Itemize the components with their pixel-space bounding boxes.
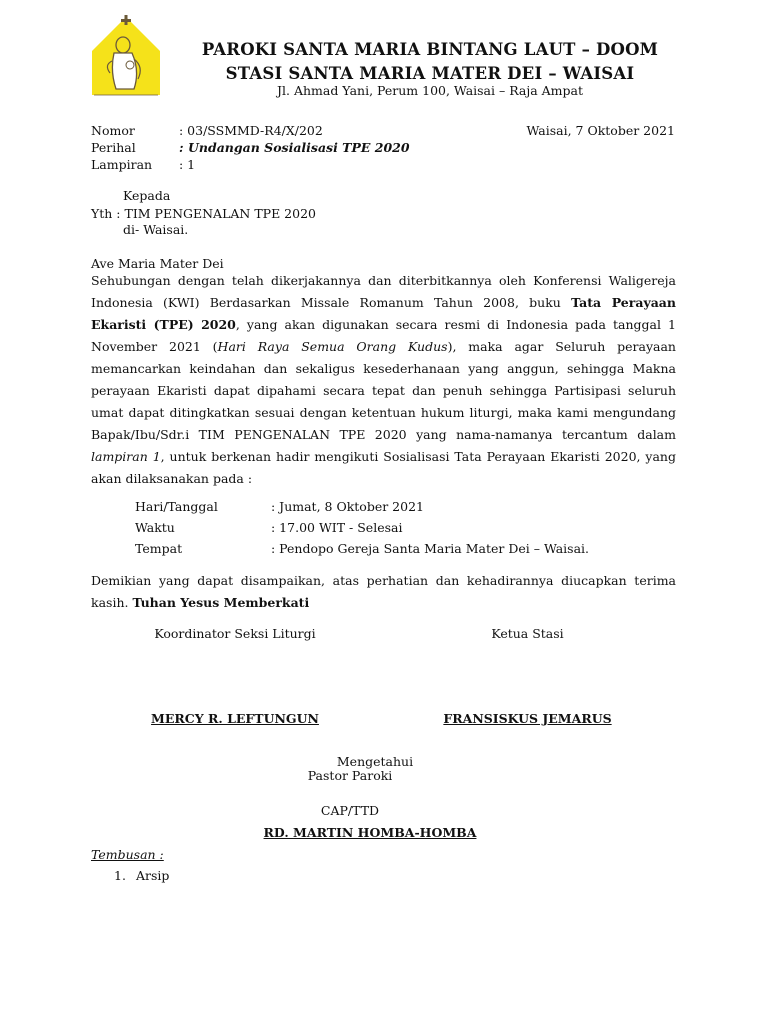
tembusan-label: Tembusan : — [91, 847, 164, 862]
body-text-1: Sehubungan dengan telah dikerjakannya dan diterbitkannya oleh Konferensi Waligereja Indonesia (KWI) Berdasarkan Missale Romanum Tahun 2008, buku — [91, 273, 676, 310]
header-parish-name: PAROKI SANTA MARIA BINTANG LAUT – DOOM — [201, 40, 659, 59]
tembusan-number: 1. — [114, 868, 126, 883]
recipient-kepada: Kepada — [123, 188, 171, 203]
closing-paragraph — [91, 570, 676, 614]
body-text-tpe: Tata Perayaan Ekaristi (TPE) 2020 — [91, 295, 676, 332]
acknowledged-label: Mengetahui — [336, 754, 414, 769]
closing-blessing: Tuhan Yesus Memberkati — [132, 595, 310, 610]
meta-lampiran-value: : 1 — [179, 157, 196, 172]
schedule-value: : Jumat, 8 Oktober 2021 — [271, 499, 424, 514]
body-text-holiday: Hari Raya Semua Orang Kudus — [217, 339, 448, 354]
signature-left-title: Koordinator Seksi Liturgi — [154, 626, 316, 641]
header-address: Jl. Ahmad Yani, Perum 100, Waisai – Raja Ampat — [276, 83, 584, 98]
meta-perihal-value: : Undangan Sosialisasi TPE 2020 — [179, 140, 410, 155]
meta-nomor-value: : 03/SSMMD-R4/X/202 — [179, 123, 323, 138]
recipient-yth: Yth : TIM PENGENALAN TPE 2020 — [91, 206, 316, 221]
schedule-label: Hari/Tanggal — [135, 499, 218, 514]
signature-right-title: Ketua Stasi — [491, 626, 564, 641]
body-paragraph — [91, 270, 676, 490]
meta-nomor-label: Nomor — [91, 123, 135, 138]
tembusan-item: Arsip — [136, 868, 170, 883]
pastor-title: Pastor Paroki — [307, 768, 393, 783]
schedule-value: : Pendopo Gereja Santa Maria Mater Dei – Waisai. — [271, 541, 590, 556]
schedule-label: Waktu — [135, 520, 175, 535]
meta-lampiran-label: Lampiran — [91, 157, 153, 172]
stamp-signature-label: CAP/TTD — [320, 803, 380, 818]
pastor-name: RD. MARTIN HOMBA-HOMBA — [263, 825, 477, 840]
body-text-lampiran: lampiran 1 — [91, 449, 161, 464]
body-text-3: ), maka agar Seluruh perayaan memancarkan keindahan dan sekaligus kesederhanaan yang anggun, sehingga Makna perayaan Ekaristi dapat dipahami secara tepat dan penuh sehingga Partisipasi seluruh umat dapat ditingkatkan sesuai dengan ketentuan hukum liturgi, maka kami mengundang Bapak/Ibu/Sdr.i TIM PENGENALAN TPE 2020 yang nama-namanya tercantum dalam — [91, 339, 676, 442]
body-text-2: , yang akan digunakan secara resmi di Indonesia pada tanggal 1 November 2021 ( — [91, 317, 677, 354]
meta-perihal-label: Perihal — [91, 140, 136, 155]
greeting: Ave Maria Mater Dei — [91, 256, 224, 271]
signature-right-name: FRANSISKUS JEMARUS — [443, 711, 612, 726]
schedule-value: : 17.00 WIT - Selesai — [271, 520, 403, 535]
letter-date: Waisai, 7 Oktober 2021 — [526, 123, 675, 138]
header-station-name: STASI SANTA MARIA MATER DEI – WAISAI — [225, 64, 635, 83]
body-text-4: , untuk berkenan hadir mengikuti Sosialisasi Tata Perayaan Ekaristi 2020, yang akan dilaksanakan pada : — [91, 449, 676, 486]
closing-text: Demikian yang dapat disampaikan, atas perhatian dan kehadirannya diucapkan terima kasih. — [91, 573, 676, 610]
signature-left-name: MERCY R. LEFTUNGUN — [151, 711, 319, 726]
recipient-location: di- Waisai. — [123, 222, 189, 237]
schedule-label: Tempat — [135, 541, 183, 556]
